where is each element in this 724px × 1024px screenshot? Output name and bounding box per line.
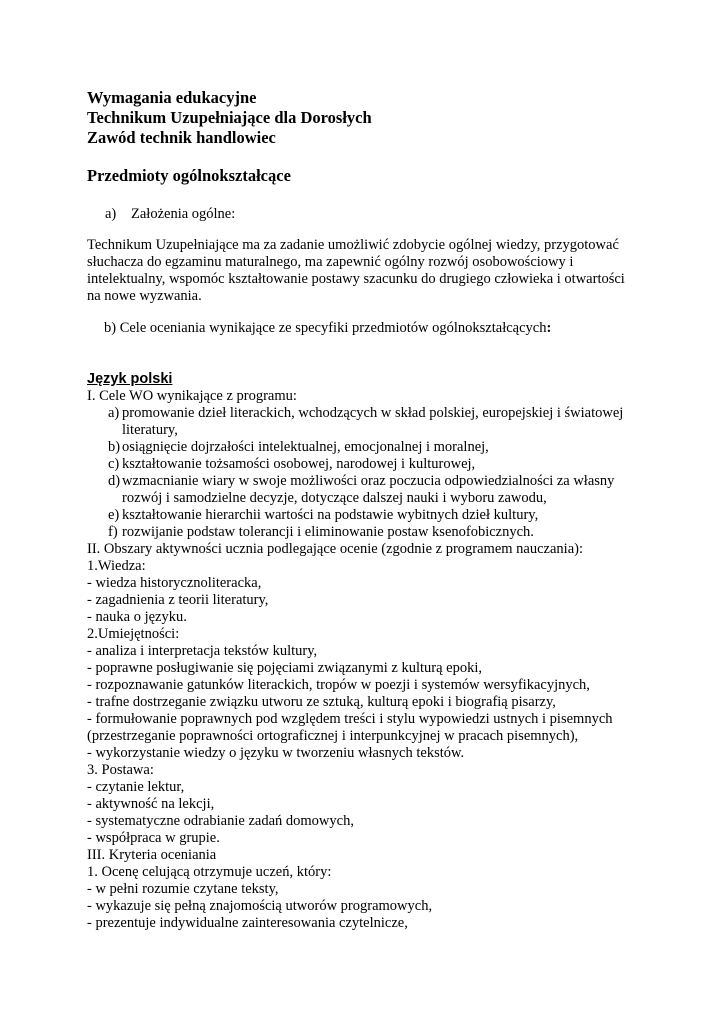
body-line: - czytanie lektur,: [87, 779, 185, 795]
body-line: - trafne dostrzeganie związku utworu ze sztuką, kulturą epoki i biografią pisarzy,: [87, 694, 556, 710]
body-line: - wykorzystanie wiedzy o języku w tworzeniu własnych tekstów.: [87, 745, 465, 761]
body-line: - wykazuje się pełną znajomością utworów programowych,: [87, 898, 433, 914]
intro-b-line: [104, 320, 551, 337]
body-line: - rozpoznawanie gatunków literackich, tropów w poezji i systemów wersyfikacyjnych,: [87, 677, 590, 693]
body-line: - prezentuje indywidualne zainteresowania czytelnicze,: [87, 915, 408, 931]
body-line: - nauka o języku.: [87, 609, 187, 625]
body-line: - systematyczne odrabianie zadań domowych,: [87, 813, 354, 829]
body-line: - współpraca w grupie.: [87, 830, 220, 846]
body-line: - poprawne posługiwanie się pojęciami związanymi z kulturą epoki,: [87, 660, 482, 676]
intro-a-marker: a): [105, 206, 117, 222]
goal-marker: f): [108, 524, 118, 540]
goal-marker: a): [108, 405, 120, 421]
goal-marker: e): [108, 507, 120, 523]
body-line: II. Obszary aktywności ucznia podlegające ocenie (zgodnie z programem nauczania):: [87, 541, 583, 557]
goal-text-cont: literatury,: [122, 422, 178, 438]
intro-paragraph-line: Technikum Uzupełniające ma za zadanie umożliwić zdobycie ogólnej wiedzy, przygotować: [87, 237, 619, 253]
body-line: - zagadnienia z teorii literatury,: [87, 592, 269, 608]
body-line: 1.Wiedza:: [87, 558, 146, 574]
body-line: 1. Ocenę celującą otrzymuje uczeń, który:: [87, 864, 332, 880]
body-line: 2.Umiejętności:: [87, 626, 180, 642]
section-title-polish: Język polski: [87, 371, 173, 387]
intro-b-text: b) Cele oceniania wynikające ze specyfiki przedmiotów ogólnokształcących: [104, 320, 547, 336]
body-line: - w pełni rozumie czytane teksty,: [87, 881, 279, 897]
goal-marker: c): [108, 456, 120, 472]
body-line: III. Kryteria oceniania: [87, 847, 217, 863]
doc-title-line-1: Wymagania edukacyjne: [87, 88, 257, 107]
intro-paragraph-line: intelektualny, wspomóc kształtowanie postawy szacunku do drugiego człowieka i otwartości: [87, 271, 625, 287]
body-line: - wiedza historycznoliteracka,: [87, 575, 262, 591]
intro-paragraph-line: słuchacza do egzaminu maturalnego, ma zapewnić ogólny rozwój osobowościowy i: [87, 254, 574, 270]
goal-marker: b): [108, 439, 121, 455]
goal-text: wzmacnianie wiary w swoje możliwości oraz poczucia odpowiedzialności za własny: [122, 473, 615, 489]
goal-text: kształtowanie tożsamości osobowej, narodowej i kulturowej,: [122, 456, 476, 472]
goal-text-cont: rozwój i samodzielne decyzje, dotyczące dalszej nauki i wyboru zawodu,: [122, 490, 547, 506]
body-line: - analiza i interpretacja tekstów kultury,: [87, 643, 318, 659]
body-line: 3. Postawa:: [87, 762, 154, 778]
goal-marker: d): [108, 473, 121, 489]
subjects-heading: Przedmioty ogólnokształcące: [87, 166, 291, 185]
body-line: - formułowanie poprawnych pod względem treści i stylu wypowiedzi ustnych i pisemnych: [87, 711, 613, 727]
goal-text: kształtowanie hierarchii wartości na podstawie wybitnych dzieł kultury,: [122, 507, 539, 523]
intro-b-colon: :: [546, 320, 552, 336]
goal-text: osiągnięcie dojrzałości intelektualnej, emocjonalnej i moralnej,: [122, 439, 489, 455]
intro-a-label: Założenia ogólne:: [131, 206, 236, 222]
body-line: (przestrzeganie poprawności ortograficznej i interpunkcyjnej w pracach pisemnych),: [87, 728, 579, 744]
intro-paragraph-line: na nowe wyzwania.: [87, 288, 202, 304]
doc-title-line-2: Technikum Uzupełniające dla Dorosłych: [87, 108, 372, 127]
goal-text: rozwijanie podstaw tolerancji i eliminowanie postaw ksenofobicznych.: [122, 524, 534, 540]
doc-title-line-3: Zawód technik handlowiec: [87, 128, 276, 147]
body-line: - aktywność na lekcji,: [87, 796, 215, 812]
goal-text: promowanie dzieł literackich, wchodzących w skład polskiej, europejskiej i światowej: [122, 405, 624, 421]
goals-heading: I. Cele WO wynikające z programu:: [87, 388, 297, 404]
